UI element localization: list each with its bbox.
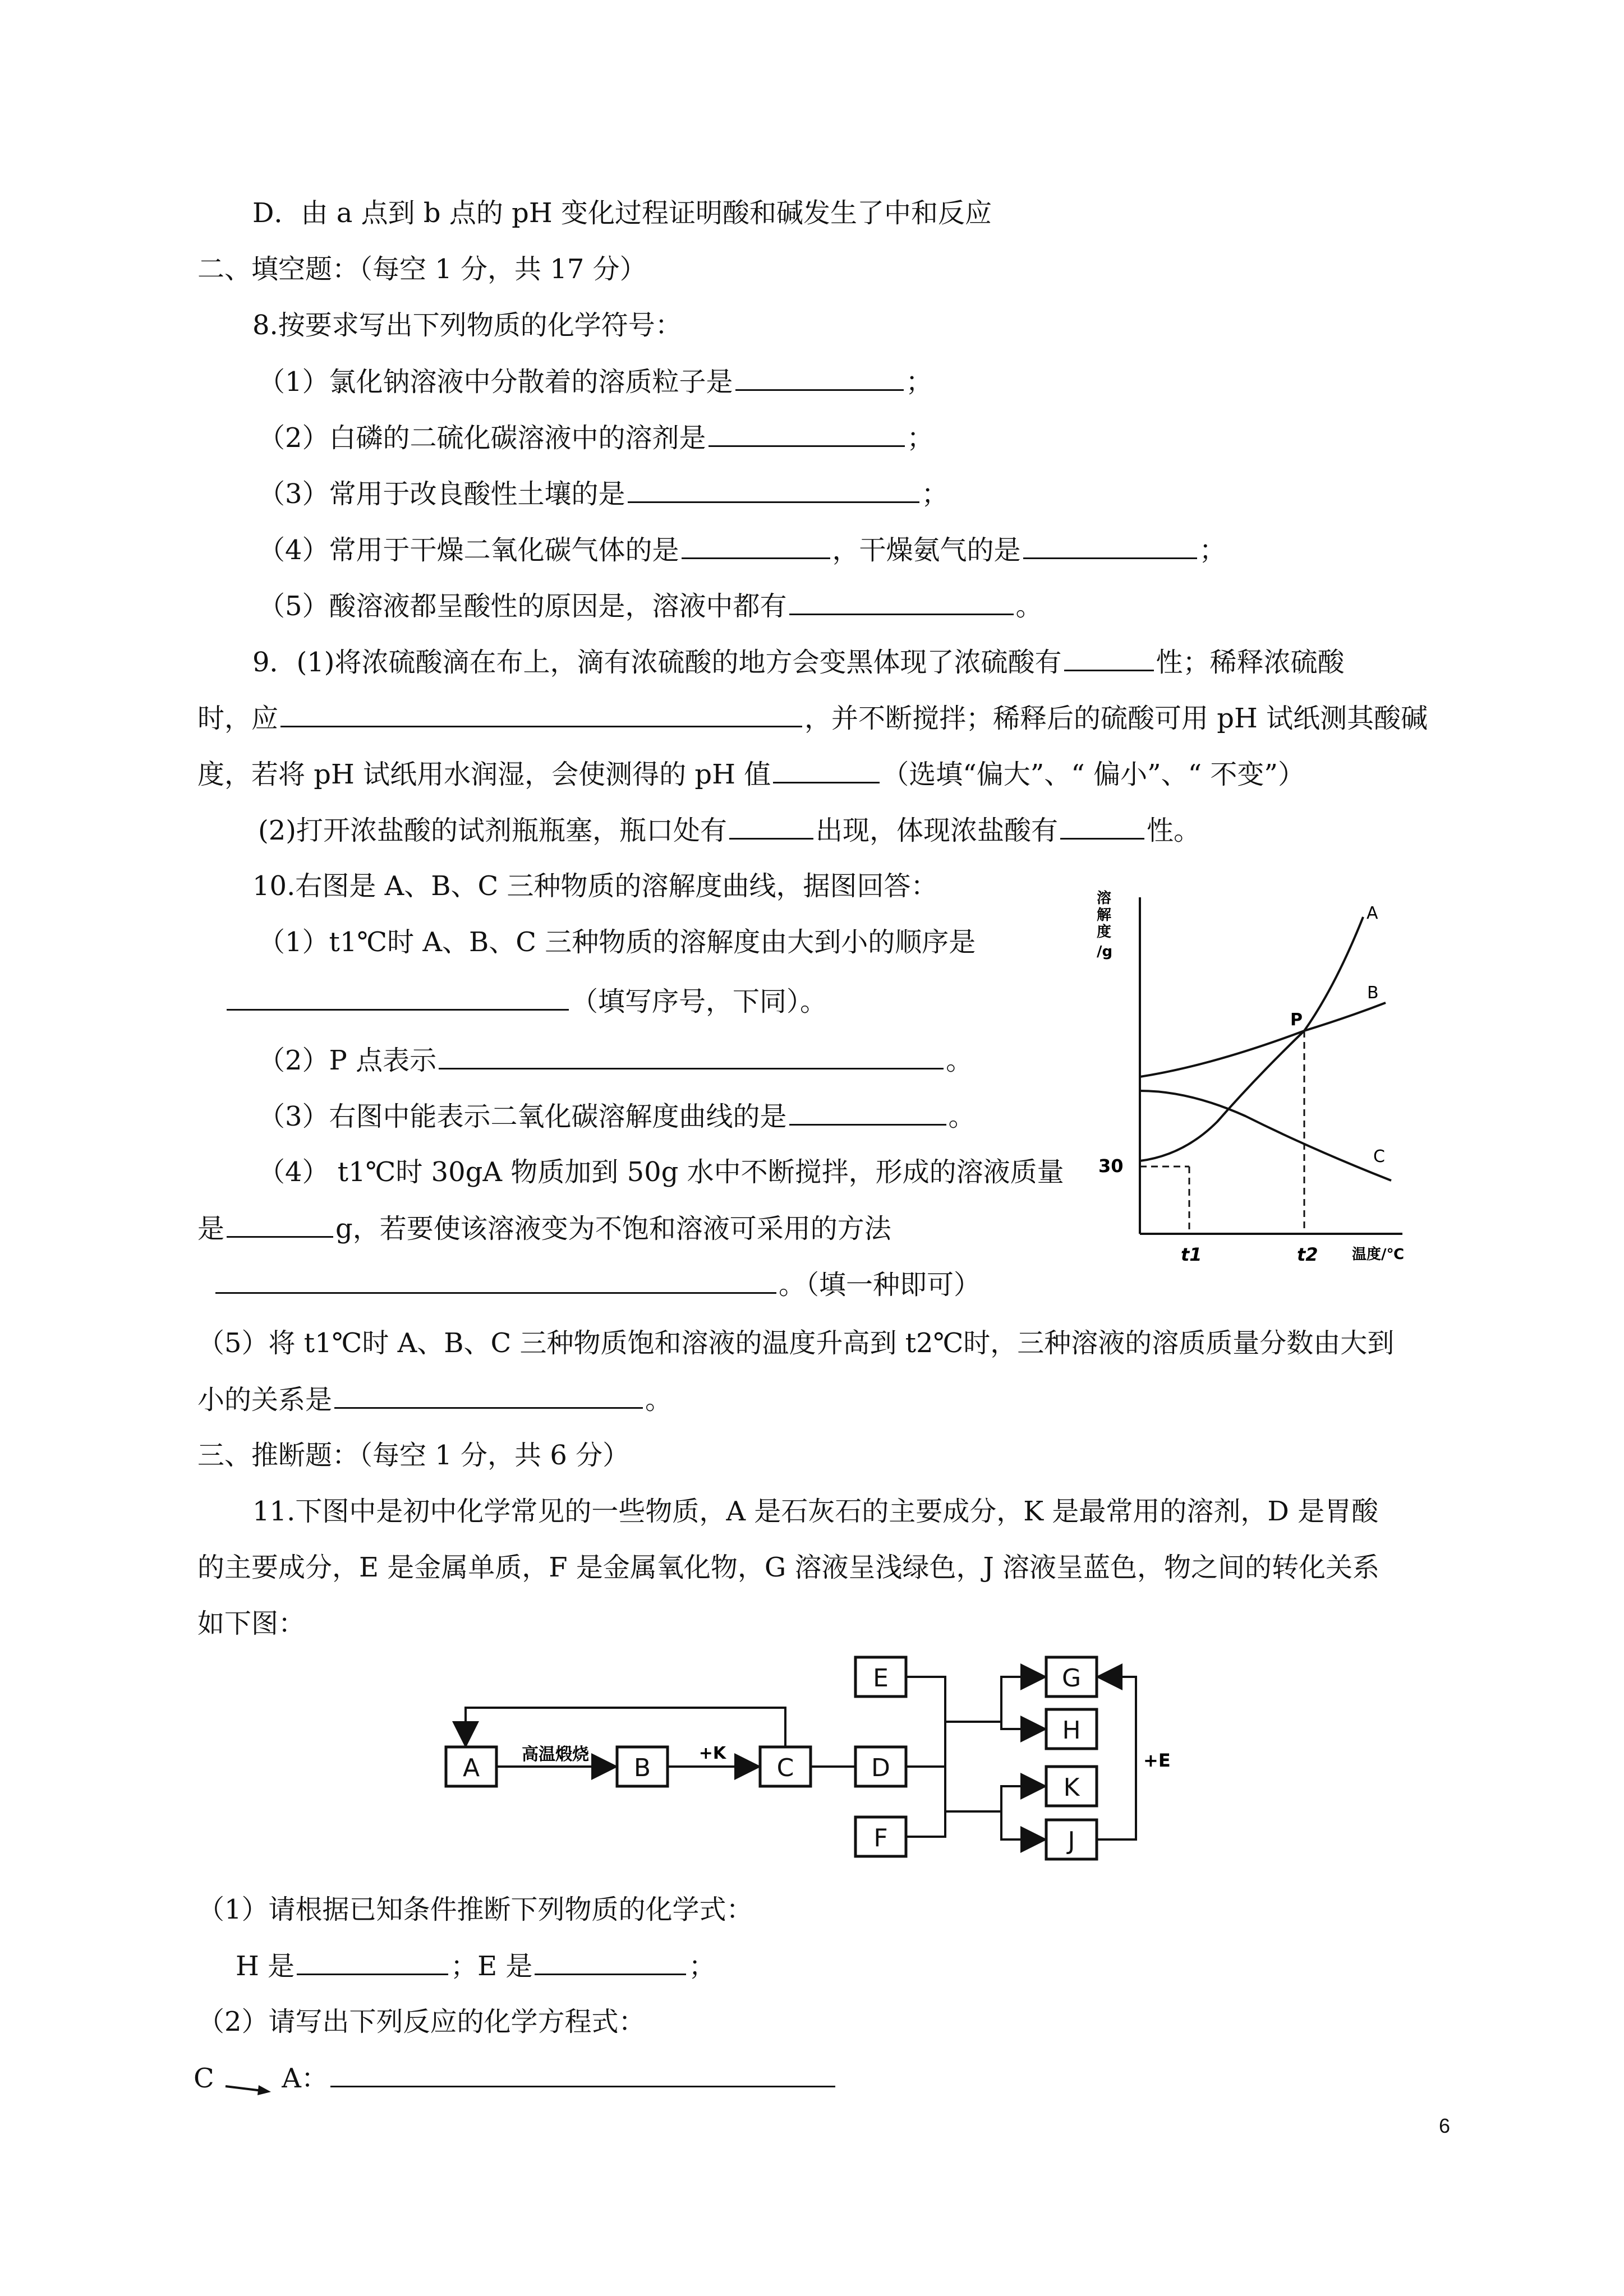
q10-part5: （5）将 t1℃时 A、B、C 三种物质饱和溶液的温度升高到 t2℃时，三种溶液的溶质质量分数由大到 — [197, 1327, 1395, 1359]
answer-blank[interactable] — [227, 984, 569, 1011]
node-e: E — [873, 1664, 889, 1693]
section-2-heading: 二、填空题：（每空 1 分，共 17 分） — [197, 253, 647, 285]
q11-part1-blanks: H 是 ；E 是 ； — [236, 1949, 715, 1983]
q9-line3: 度，若将 pH 试纸用水润湿，会使测得的 pH 值 （选填“偏大”、“ 偏小”、“ 不变”） — [197, 757, 1305, 791]
node-d: D — [871, 1754, 890, 1782]
q9-line4: (2)打开浓盐酸的试剂瓶瓶塞，瓶口处有 出现，体现浓盐酸有 性。 — [258, 813, 1200, 847]
reaction-flow-diagram — [438, 1649, 1195, 1884]
x-axis-label: 温度/℃ — [1352, 1246, 1404, 1263]
label-plus-k: +K — [698, 1744, 726, 1763]
node-c: C — [776, 1754, 794, 1782]
q8-part1: （1）氯化钠溶液中分散着的溶质粒子是 ； — [258, 365, 933, 399]
section-3-heading: 三、推断题：（每空 1 分，共 6 分） — [197, 1440, 630, 1471]
answer-blank[interactable] — [729, 813, 813, 840]
answer-blank[interactable] — [1060, 813, 1144, 840]
q10-part1-cont: （填写序号，下同）。 — [224, 984, 827, 1018]
answer-blank[interactable] — [334, 1382, 643, 1409]
answer-blank[interactable] — [215, 1267, 776, 1294]
q8-part3: （3）常用于改良酸性土壤的是 ； — [258, 477, 949, 511]
edge-c-a — [466, 1708, 785, 1747]
q8-part4: （4）常用于干燥二氧化碳气体的是 ，干燥氨气的是 ； — [258, 533, 1226, 567]
x-tick-t1: t1 — [1181, 1244, 1202, 1265]
answer-blank[interactable] — [628, 477, 919, 503]
answer-blank[interactable] — [535, 1949, 686, 1975]
q11-line1: 11.下图中是初中化学常见的一些物质，A 是石灰石的主要成分，K 是最常用的溶剂，D 是胃酸 — [252, 1496, 1379, 1527]
node-k: K — [1063, 1773, 1080, 1802]
answer-blank[interactable] — [280, 701, 802, 727]
edge-f-join — [906, 1767, 945, 1837]
y-label-char-1: 溶 — [1097, 890, 1112, 907]
q9-line1: 9．(1)将浓硫酸滴在布上，滴有浓硫酸的地方会变黑体现了浓硫酸有 性；稀释浓硫酸 — [252, 645, 1345, 679]
q8-part5: （5）酸溶液都呈酸性的原因是，溶液中都有 。 — [258, 589, 1043, 623]
y-label-char-3: 度 — [1097, 924, 1112, 940]
q10-part4: （4） t1℃时 30gA 物质加到 50g 水中不断搅拌，形成的溶液质量 — [258, 1156, 1064, 1188]
answer-blank[interactable] — [439, 1043, 944, 1069]
edge-to-h — [1001, 1699, 1043, 1729]
node-h: H — [1062, 1716, 1081, 1745]
answer-blank[interactable] — [789, 589, 1014, 615]
node-b: B — [633, 1754, 651, 1782]
q11-equation-c-a: C A： — [194, 2061, 838, 2097]
q11-line3: 如下图： — [197, 1608, 306, 1639]
answer-blank[interactable] — [297, 1949, 448, 1975]
q10-part4-cont: 是 g，若要使该溶液变为不饱和溶液可采用的方法 — [197, 1211, 891, 1246]
answer-blank[interactable] — [735, 365, 904, 391]
q8-part2: （2）白磷的二硫化碳溶液中的溶剂是 ； — [258, 421, 934, 455]
q7-option-d: D．由 a 点到 b 点的 pH 变化过程证明酸和碱发生了中和反应 — [252, 197, 992, 229]
node-g: G — [1061, 1664, 1082, 1693]
edge-e-join — [906, 1677, 945, 1767]
answer-blank[interactable] — [682, 533, 830, 559]
y-label-unit: /g — [1097, 943, 1113, 960]
q10-part3: （3）右图中能表示二氧化碳溶解度曲线的是 。 — [258, 1099, 976, 1133]
y-tick-30: 30 — [1098, 1155, 1124, 1177]
edge-to-k — [1001, 1786, 1043, 1811]
q10-part1: （1）t1℃时 A、B、C 三种物质的溶解度由大到小的顺序是 — [258, 926, 976, 958]
q10-stem: 10.右图是 A、B、C 三种物质的溶解度曲线，据图回答： — [252, 870, 938, 902]
curve-label-b: B — [1367, 983, 1379, 1003]
curve-label-a: A — [1367, 903, 1378, 923]
node-j: J — [1068, 1827, 1075, 1855]
y-label-char-2: 解 — [1097, 907, 1112, 924]
edge-to-g — [1001, 1677, 1043, 1699]
page-number: 6 — [1438, 2114, 1450, 2137]
answer-blank[interactable] — [709, 421, 905, 447]
q11-line2: 的主要成分，E 是金属单质，F 是金属氧化物，G 溶液呈浅绿色，J 溶液呈蓝色，物之间的转化关系 — [197, 1552, 1379, 1583]
q11-part1: （1）请根据已知条件推断下列物质的化学式： — [197, 1894, 753, 1925]
answer-blank[interactable] — [227, 1211, 333, 1238]
solubility-chart — [1088, 886, 1447, 1279]
curve-b — [1140, 1003, 1386, 1077]
node-f: F — [873, 1824, 888, 1852]
q11-part2: （2）请写出下列反应的化学方程式： — [197, 2006, 646, 2037]
q9-line2: 时，应 ，并不断搅拌；稀释后的硫酸可用 pH 试纸测其酸碱 — [197, 701, 1428, 735]
q10-part2: （2）P 点表示 。 — [258, 1043, 973, 1077]
q8-stem: 8.按要求写出下列物质的化学符号： — [252, 310, 682, 341]
answer-blank[interactable] — [1023, 533, 1197, 559]
q10-part4-method: 。（填一种即可） — [213, 1267, 981, 1302]
curve-a — [1140, 917, 1363, 1161]
answer-blank[interactable] — [789, 1099, 946, 1126]
x-tick-t2: t2 — [1297, 1244, 1318, 1265]
q10-part5-cont: 小的关系是 。 — [197, 1382, 672, 1417]
edge-to-j — [1001, 1811, 1043, 1839]
edge-j-g — [1097, 1677, 1136, 1839]
answer-blank[interactable] — [1064, 645, 1154, 671]
answer-blank[interactable] — [773, 757, 880, 783]
label-calcination: 高温煅烧 — [522, 1745, 589, 1764]
label-plus-e: +E — [1143, 1750, 1171, 1771]
y-axis-label — [1097, 889, 1112, 960]
curve-label-c: C — [1373, 1147, 1385, 1167]
answer-blank[interactable] — [330, 2061, 835, 2087]
point-p-label: P — [1290, 1010, 1303, 1030]
node-a: A — [462, 1754, 480, 1782]
arrow-icon — [223, 2069, 273, 2097]
